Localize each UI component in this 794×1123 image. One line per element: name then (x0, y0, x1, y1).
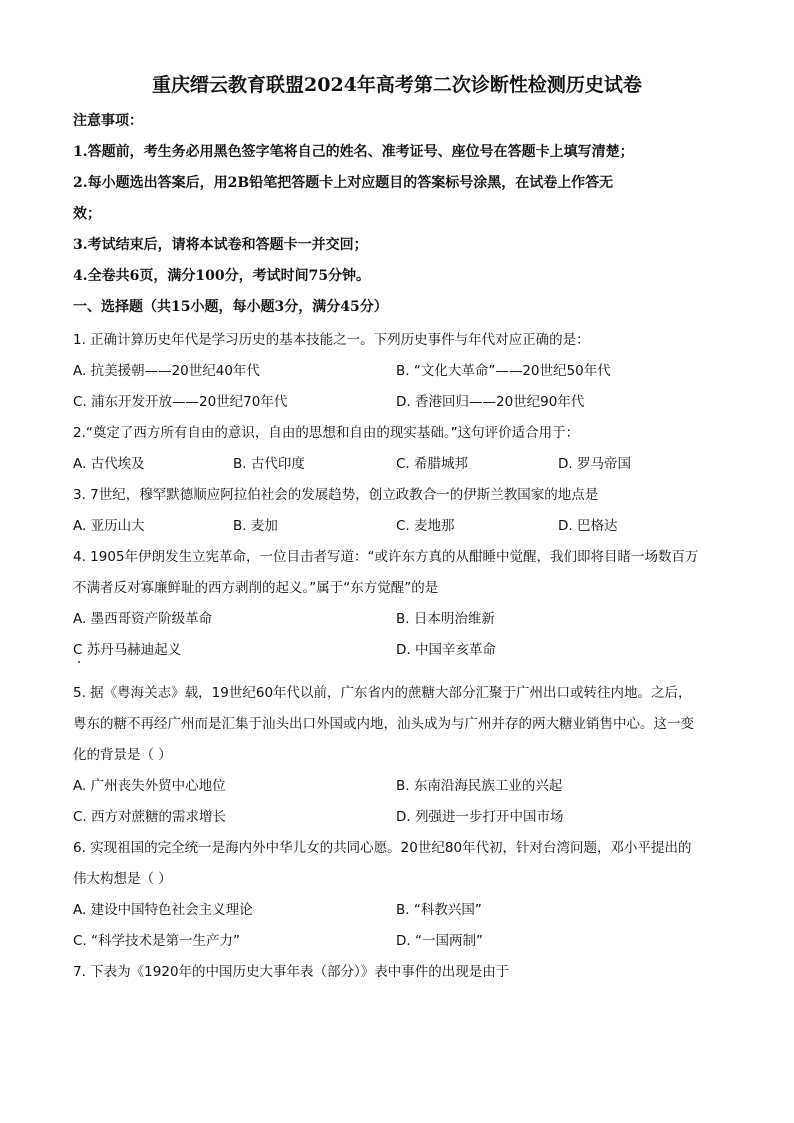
stray-dot (78, 661, 80, 663)
question-3-option-a: A. 亚历山大 (73, 518, 145, 534)
question-4-option-a: A. 墨西哥资产阶级革命 (73, 611, 213, 627)
section-heading: 一、选择题（共15小题，每小题3分，满分45分） (73, 299, 388, 315)
question-6-option-a: A. 建设中国特色社会主义理论 (73, 902, 253, 918)
notes-heading: 注意事项： (73, 113, 143, 129)
note-2: 2.每小题选出答案后，用2B铅笔把答题卡上对应题目的答案标号涂黑，在试卷上作答无 (73, 175, 614, 191)
question-4-stem-line2: 不满者反对寡廉鲜耻的西方剥削的起义。”属于“东方觉醒”的是 (73, 580, 439, 596)
question-5-option-a: A. 广州丧失外贸中心地位 (73, 778, 226, 794)
note-1: 1.答题前，考生务必用黑色签字笔将自己的姓名、准考证号、座位号在答题卡上填写清楚； (73, 144, 634, 160)
question-4-option-c: C 苏丹马赫迪起义 (73, 642, 182, 658)
question-6-option-b: B. “科教兴国” (396, 902, 482, 918)
question-2-option-d: D. 罗马帝国 (558, 456, 631, 472)
question-5-stem-line1: 5. 据《粤海关志》载，19世纪60年代以前，广东省内的蔗糖大部分汇聚于广州出口或转往内地。之后， (73, 685, 692, 701)
page-title: 重庆缙云教育联盟2024年高考第二次诊断性检测历史试卷 (152, 74, 642, 96)
question-1-stem: 1. 正确计算历史年代是学习历史的基本技能之一。下列历史事件与年代对应正确的是： (73, 332, 590, 348)
question-5-option-b: B. 东南沿海民族工业的兴起 (396, 778, 563, 794)
question-1-option-b: B. “文化大革命”——20世纪50年代 (396, 363, 611, 379)
question-5-stem-line3: 化的背景是（ ） (73, 747, 172, 763)
note-3: 3.考试结束后，请将本试卷和答题卡一并交回； (73, 237, 368, 253)
question-3-option-c: C. 麦地那 (396, 518, 455, 534)
question-6-option-c: C. “科学技术是第一生产力” (73, 933, 240, 949)
question-7-stem: 7. 下表为《1920年的中国历史大事年表（部分）》表中事件的出现是由于 (73, 964, 510, 980)
question-3-stem: 3. 7世纪，穆罕默德顺应阿拉伯社会的发展趋势，创立政教合一的伊斯兰教国家的地点是 (73, 487, 599, 503)
question-4-option-b: B. 日本明治维新 (396, 611, 495, 627)
note-4: 4.全卷共6页，满分100分，考试时间75分钟。 (73, 268, 371, 284)
question-2-option-c: C. 希腊城邦 (396, 456, 469, 472)
question-5-stem-line2: 粤东的糖不再经广州而是汇集于汕头出口外国或内地，汕头成为与广州并存的两大糖业销售中心。这一变 (73, 716, 694, 732)
question-5-option-d: D. 列强进一步打开中国市场 (396, 809, 564, 825)
question-1-option-a: A. 抗美援朝——20世纪40年代 (73, 363, 260, 379)
question-6-stem-line1: 6. 实现祖国的完全统一是海内外中华儿女的共同心愿。20世纪80年代初，针对台湾问题，邓小平提出的 (73, 840, 692, 856)
question-3-option-d: D. 巴格达 (558, 518, 618, 534)
question-2-option-a: A. 古代埃及 (73, 456, 145, 472)
note-2-cont: 效； (73, 206, 101, 222)
question-1-option-d: D. 香港回归——20世纪90年代 (396, 394, 585, 410)
question-2-option-b: B. 古代印度 (233, 456, 305, 472)
question-2-stem: 2.“奠定了西方所有自由的意识，自由的思想和自由的现实基础。”这句评价适合用于： (73, 425, 580, 441)
question-4-stem-line1: 4. 1905年伊朗发生立宪革命，一位目击者写道：“或许东方真的从酣睡中觉醒，我们即将目睹一场数百万 (73, 549, 699, 565)
question-6-stem-line2: 伟大构想是（ ） (73, 871, 172, 887)
question-4-option-d: D. 中国辛亥革命 (396, 642, 496, 658)
question-3-option-b: B. 麦加 (233, 518, 278, 534)
question-6-option-d: D. “一国两制” (396, 933, 483, 949)
question-1-option-c: C. 浦东开发开放——20世纪70年代 (73, 394, 288, 410)
question-5-option-c: C. 西方对蔗糖的需求增长 (73, 809, 227, 825)
